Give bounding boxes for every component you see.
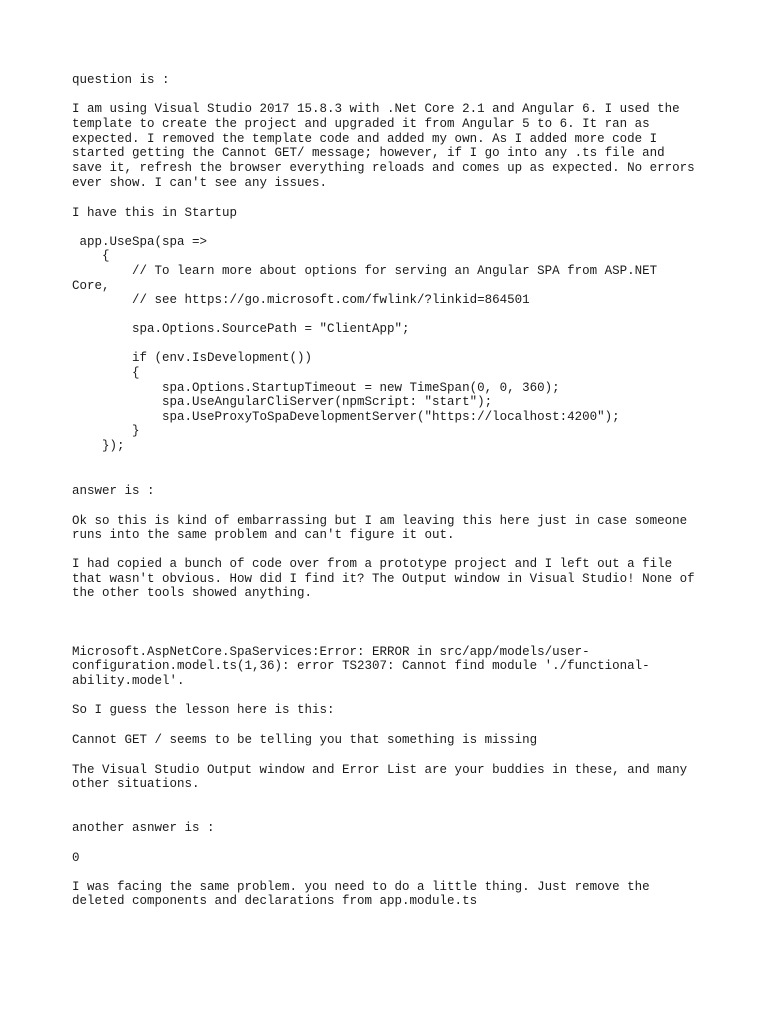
question-heading: question is : [72, 73, 170, 87]
code-line: }); [72, 439, 125, 453]
another-answer-heading: another asnwer is : [72, 821, 215, 835]
question-line: expected. I removed the template code and added my own. As I added more code I [72, 132, 658, 146]
error-line: Microsoft.AspNetCore.SpaServices:Error: ERROR in src/app/models/user- [72, 645, 590, 659]
question-line: ever show. I can't see any issues. [72, 176, 328, 190]
error-line: configuration.model.ts(1,36): error TS2307: Cannot find module './functional- [72, 659, 650, 673]
code-line: spa.Options.SourcePath = "ClientApp"; [72, 322, 410, 336]
code-line: Core, [72, 279, 110, 293]
question-line: I am using Visual Studio 2017 15.8.3 with .Net Core 2.1 and Angular 6. I used the [72, 102, 680, 116]
answer-line: runs into the same problem and can't figure it out. [72, 528, 455, 542]
another-answer-line: I was facing the same problem. you need to do a little thing. Just remove the [72, 880, 650, 894]
error-line: ability.model'. [72, 674, 185, 688]
code-line: { [72, 366, 140, 380]
answer-heading: answer is : [72, 484, 155, 498]
code-line: // see https://go.microsoft.com/fwlink/?linkid=864501 [72, 293, 530, 307]
code-line: app.UseSpa(spa => [72, 235, 208, 249]
answer-line: that wasn't obvious. How did I find it? The Output window in Visual Studio! None of [72, 572, 695, 586]
question-line: save it, refresh the browser everything reloads and comes up as expected. No errors [72, 161, 695, 175]
code-line: if (env.IsDevelopment()) [72, 351, 313, 365]
code-line: spa.UseAngularCliServer(npmScript: "start"); [72, 395, 493, 409]
lesson-tip-line: The Visual Studio Output window and Error List are your buddies in these, and many [72, 763, 688, 777]
another-answer-line: deleted components and declarations from app.module.ts [72, 894, 478, 908]
vote-count: 0 [72, 851, 80, 865]
answer-line: Ok so this is kind of embarrassing but I am leaving this here just in case someone [72, 514, 688, 528]
question-line: started getting the Cannot GET/ message; however, if I go into any .ts file and [72, 146, 665, 160]
lesson-point: Cannot GET / seems to be telling you that something is missing [72, 733, 538, 747]
lesson-tip-line: other situations. [72, 777, 200, 791]
code-line: spa.UseProxyToSpaDevelopmentServer("https://localhost:4200"); [72, 410, 620, 424]
answer-line: the other tools showed anything. [72, 586, 313, 600]
startup-intro: I have this in Startup [72, 206, 238, 220]
lesson-intro: So I guess the lesson here is this: [72, 703, 335, 717]
code-line: spa.Options.StartupTimeout = new TimeSpan(0, 0, 360); [72, 381, 560, 395]
question-line: template to create the project and upgraded it from Angular 5 to 6. It ran as [72, 117, 650, 131]
code-line: // To learn more about options for serving an Angular SPA from ASP.NET [72, 264, 658, 278]
answer-line: I had copied a bunch of code over from a prototype project and I left out a file [72, 557, 673, 571]
code-line: } [72, 424, 140, 438]
code-line: { [72, 249, 110, 263]
